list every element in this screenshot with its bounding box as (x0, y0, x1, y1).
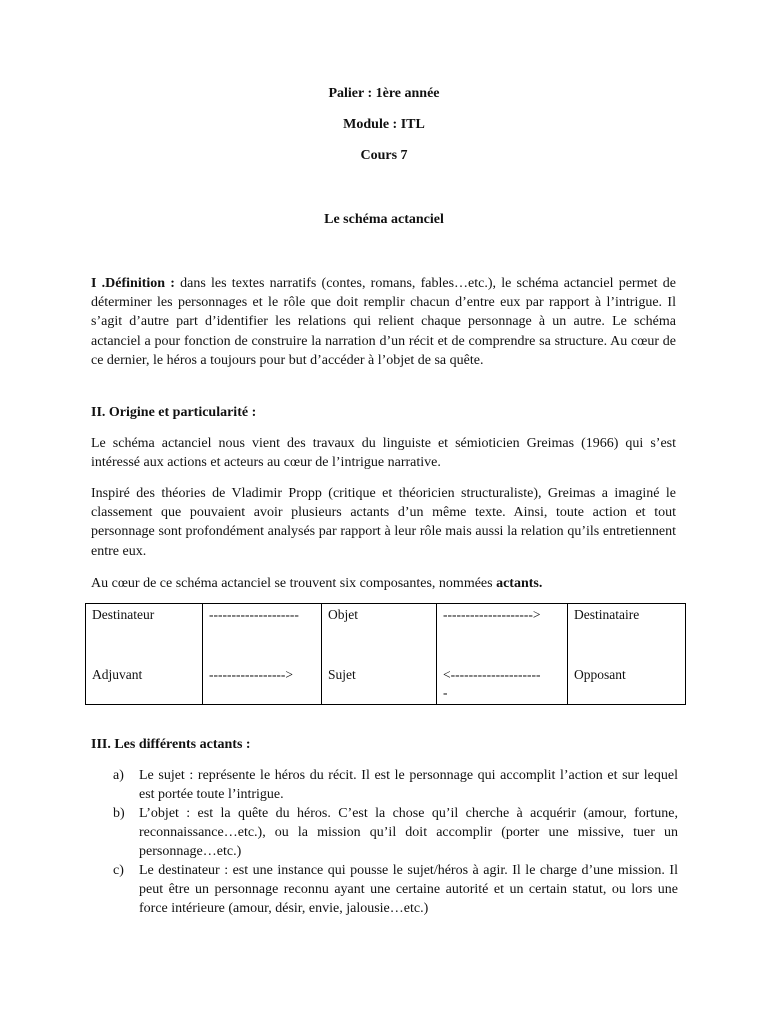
origin-paragraph-3 (91, 574, 676, 593)
definition-heading: I .Définition : (91, 276, 175, 291)
table-cell (86, 604, 203, 705)
definition-text: dans les textes narratifs (contes, romans, fables…etc.), le schéma actanciel permet de déterminer les personnages et le rôle que doit remplir chacun d’entre eux par rapport à l’intrigue. Il s’agit d’autre part d’identifier les relations qui relient chaque personnage à un autre. Le schéma actanciel a pour fonction de construire la narration d’un récit et de comprendre sa structure. Au cœur de ce dernier, le héros a toujours pour but d’accéder à l’objet de sa quête. (91, 276, 676, 368)
table-row (86, 604, 686, 705)
arrow-destinateur-objet: -------------------- (209, 607, 299, 622)
origin-paragraph-1: Le schéma actanciel nous vient des travaux du linguiste et sémioticien Greimas (1966) qui s’est intéressé aux actions et acteurs au cœur de l’intrigue narrative. (91, 436, 676, 471)
arrow-opposant-sujet: <-------------------- - (443, 667, 541, 700)
table-cell (322, 604, 437, 705)
list-marker: b) (113, 806, 125, 821)
list-item (91, 861, 678, 918)
destinataire-label: Destinataire (574, 607, 640, 622)
origin-paragraph-2: Inspiré des théories de Vladimir Propp (critique et théoricien structuraliste), Greimas a imaginé le classement que pouvaient avoir plusieurs actants d’un même texte. Ainsi, toute action et tout personnage sont profondément analysés par rapport à leur rôle mais aussi la relation qu’ils entretiennent entre eux. (91, 486, 676, 559)
actantial-schema-table (85, 603, 686, 705)
origin-paragraph-3-text: Au cœur de ce schéma actanciel se trouvent six composantes, nommées (91, 576, 497, 591)
arrow-objet-destinataire: --------------------> (443, 607, 541, 622)
course-heading: Cours 7 (360, 148, 408, 163)
list-item-text: Le sujet : représente le héros du récit. Il est le personnage qui accomplit l’action et sur lequel est portée toute l’intrigue. (139, 768, 678, 802)
opposant-label: Opposant (574, 667, 626, 682)
actants-heading: III. Les différents actants : (91, 737, 251, 752)
table-cell (203, 604, 322, 705)
list-marker: c) (113, 863, 124, 878)
definition-paragraph (91, 274, 676, 370)
list-item-text: Le destinateur : est une instance qui pousse le sujet/héros à agir. Il le charge d’une mission. Il peut être un personnage reconnu ayant une certaine autorité et un certain statut, ou lors une force intérieure (amour, désir, envie, jalousie…etc.) (139, 863, 678, 916)
destinateur-label: Destinateur (92, 607, 155, 622)
actants-list (91, 766, 678, 918)
table-cell (437, 604, 568, 705)
arrow-adjuvant-sujet: -----------------> (209, 667, 294, 682)
adjuvant-label: Adjuvant (92, 667, 143, 682)
sujet-label: Sujet (328, 667, 356, 682)
document-title: Le schéma actanciel (324, 212, 444, 227)
list-item (91, 766, 678, 804)
objet-label: Objet (328, 607, 358, 622)
actants-keyword: actants. (496, 576, 543, 591)
origin-heading: II. Origine et particularité : (91, 405, 257, 420)
level-heading: Palier : 1ère année (328, 86, 440, 101)
list-marker: a) (113, 768, 124, 783)
module-heading: Module : ITL (343, 117, 425, 132)
list-item-text: L’objet : est la quête du héros. C’est la chose qu’il cherche à acquérir (amour, fortune, reconnaissance…etc.), ou la mission qu’il doit accomplir (porter une missive, tuer un personnage…etc.) (139, 806, 678, 859)
table-cell (568, 604, 686, 705)
list-item (91, 804, 678, 861)
